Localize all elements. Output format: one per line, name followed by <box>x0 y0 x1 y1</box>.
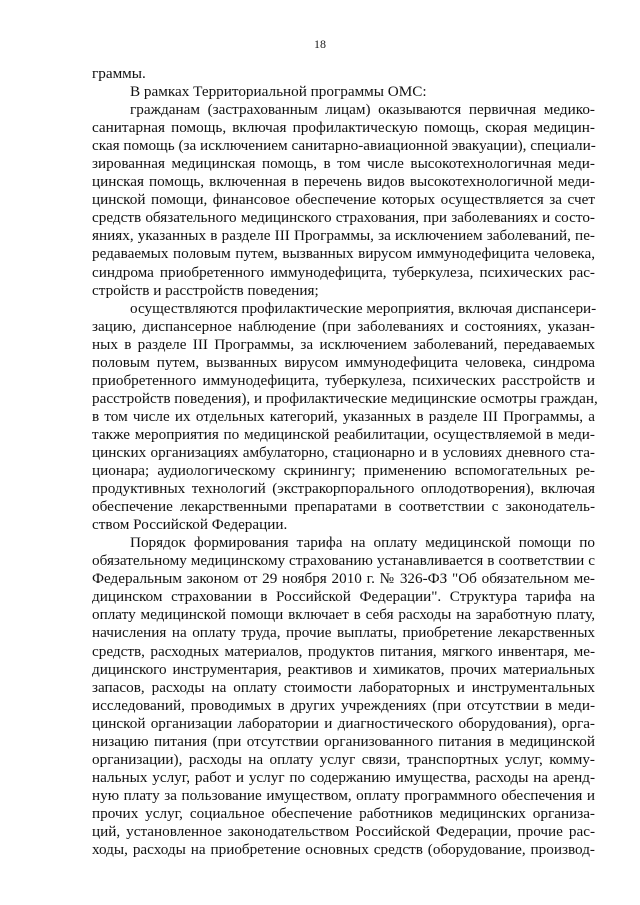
text-line: средств, расходных материалов, продуктов питания, мягкого инвентаря, ме- <box>92 642 595 660</box>
text-line: средств обязательного медицинского страхования, при заболеваниях и состо- <box>92 209 595 227</box>
text-line: зацию, диспансерное наблюдение (при заболеваниях и состояниях, указан- <box>92 317 595 335</box>
text-line: продуктивных технологий (экстракорпорального оплодотворения), включая <box>92 480 595 498</box>
text-line: обеспечение лекарственными препаратами в соответствии с законодатель- <box>92 498 595 516</box>
text-line: исследований, проводимых в других учреждениях (при отсутствии в меди- <box>92 696 595 714</box>
text-line: ская помощь (за исключением санитарно-авиационной эвакуации), специали- <box>92 137 596 155</box>
text-line: ционара; аудиологическому скринингу; применению вспомогательных ре- <box>92 462 595 480</box>
text-line: организации), расходы на оплату услуг связи, транспортных услуг, комму- <box>92 750 595 768</box>
text-line: В рамках Территориальной программы ОМС: <box>130 83 427 101</box>
text-line: редаваемых половым путем, вызванных вирусом иммунодефицита человека, <box>92 245 595 263</box>
text-line: зированная медицинская помощь, в том числе высокотехнологичная меди- <box>92 155 595 173</box>
text-line: приобретенного иммунодефицита, туберкулеза, психических расстройств и <box>92 371 595 389</box>
text-line: ходы, расходы на приобретение основных средств (оборудование, производ- <box>92 841 595 859</box>
text-line: также мероприятия по медицинской реабилитации, осуществляемой в меди- <box>92 425 595 443</box>
text-line: цинской организации лаборатории и диагностического оборудования), орга- <box>92 714 595 732</box>
text-line: оплату медицинской помощи включает в себя расходы на заработную плату, <box>92 606 595 624</box>
text-line: яниях, указанных в разделе III Программы, за исключением заболеваний, пе- <box>92 227 595 245</box>
text-line: прочих услуг, социальное обеспечение работников медицинских организа- <box>92 804 595 822</box>
text-line: половым путем, вызванных вирусом иммунодефицита человека, синдрома <box>92 353 595 371</box>
text-line: санитарная помощь, включая профилактическую помощь, скорая медицин- <box>92 119 595 137</box>
text-line: Федеральным законом от 29 ноября 2010 г. № 326-ФЗ "Об обязательном ме- <box>92 570 595 588</box>
text-line: цинских организациях амбулаторно, стационарно и в условиях дневного ста- <box>92 443 595 461</box>
page-number: 18 <box>314 37 326 51</box>
text-line: расстройств поведения), и профилактические медицинские осмотры граждан, <box>92 389 598 407</box>
text-line: осуществляются профилактические мероприятия, включая диспансери- <box>130 299 597 317</box>
text-line: Порядок формирования тарифа на оплату медицинской помощи по <box>130 534 595 552</box>
text-line: дицинском страховании в Российской Федерации". Структура тарифа на <box>92 588 595 606</box>
text-line: нальных услуг, работ и услуг по содержанию имущества, расходы на аренд- <box>92 768 595 786</box>
text-line: ством Российской Федерации. <box>92 516 288 534</box>
text-line: обязательному медицинскому страхованию устанавливается в соответствии с <box>92 552 595 570</box>
text-line: ных в разделе III Программы, за исключением заболеваний, передаваемых <box>92 335 595 353</box>
text-line: в том числе их отдельных категорий, указанных в разделе III Программы, а <box>92 407 595 425</box>
text-line: дицинского инструментария, реактивов и химикатов, прочих материальных <box>92 660 595 678</box>
text-line: ций, установленное законодательством Российской Федерации, прочие рас- <box>92 822 595 840</box>
text-line: начисления на оплату труда, прочие выплаты, приобретение лекарственных <box>92 624 595 642</box>
text-line: синдрома приобретенного иммунодефицита, туберкулеза, психических рас- <box>92 263 595 281</box>
text-line: цинской помощи, финансовое обеспечение которых осуществляется за счет <box>92 191 595 209</box>
text-line: ную плату за пользование имуществом, оплату программного обеспечения и <box>92 786 595 804</box>
text-line: низацию питания (при отсутствии организованного питания в медицинской <box>92 732 595 750</box>
text-line: стройств и расстройств поведения; <box>92 281 319 299</box>
text-line: цинская помощь, включенная в перечень видов высокотехнологичной меди- <box>92 173 595 191</box>
text-line: запасов, расходы на оплату стоимости лабораторных и инструментальных <box>92 678 595 696</box>
text-line: гражданам (застрахованным лицам) оказываются первичная медико- <box>130 101 595 119</box>
text-line: граммы. <box>92 65 146 82</box>
body-text <box>92 65 598 859</box>
